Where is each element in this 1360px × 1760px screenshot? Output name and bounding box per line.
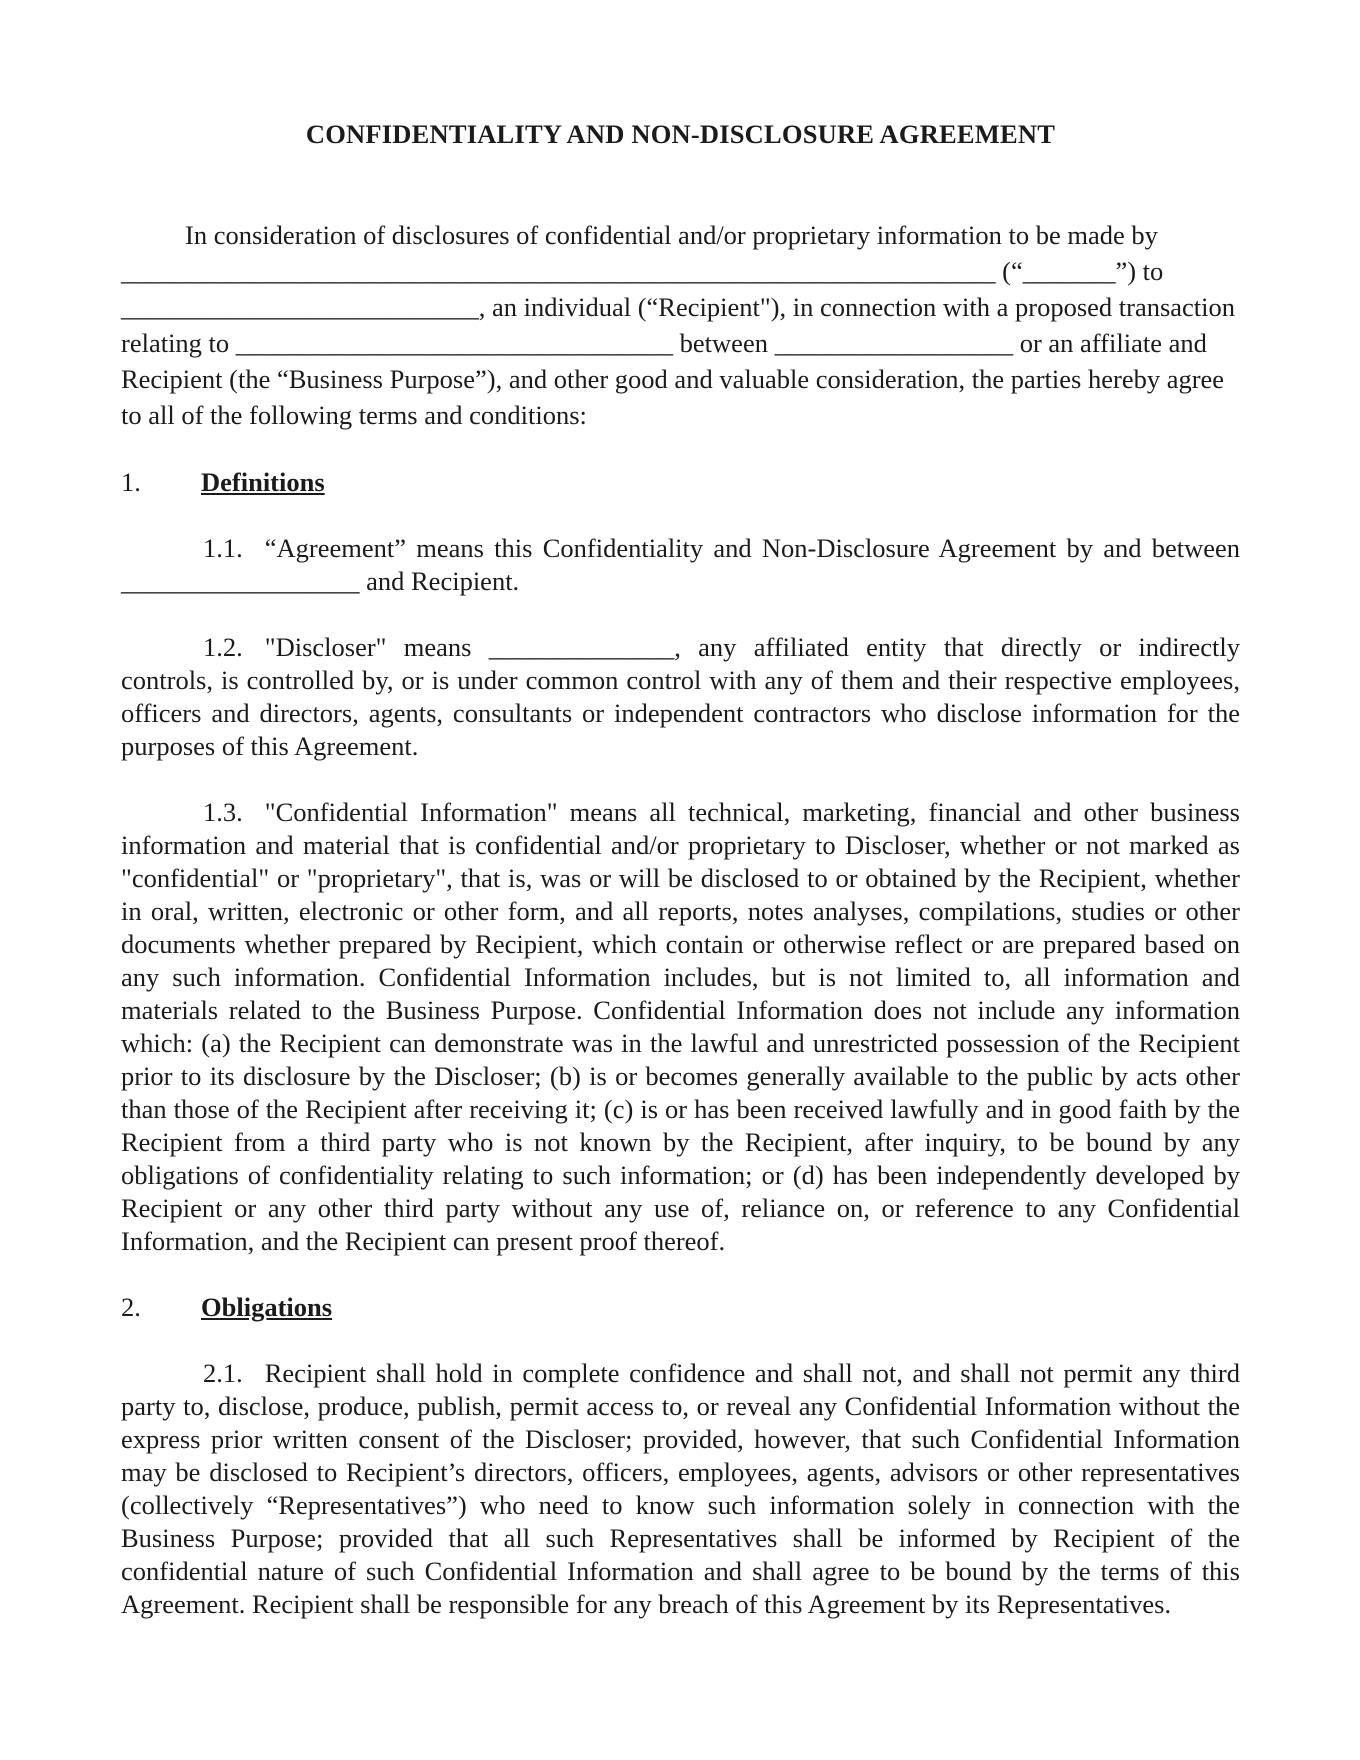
clause-1-3-text: "Confidential Information" means all technical, marketing, financial and other business information and material that is confidential and/or proprietary to Discloser, whether or not marked as "confidential" or "proprietary", that is, was or will be disclosed to or obtained by the Recipient, whether in oral, written, electronic or other form, and all reports, notes analyses, compilations, studies or other documents whether prepared by Recipient, which contain or otherwise reflect or are prepared based on any such information. Confidential Information includes, but is not limited to, all information and materials related to the Business Purpose. Confidential Information does not include any information which: (a) the Recipient can demonstrate was in the lawful and unrestricted possession of the Recipient prior to its disclosure by the Discloser; (b) is or becomes generally available to the public by acts other than those of the Recipient after receiving it; (c) is or has been received lawfully and in good faith by the Recipient from a third party who is not known by the Recipient, after inquiry, to be bound by any obligations of confidentiality relating to such information; or (d) has been independently developed by Recipient or any other third party without any use of, reliance on, or reference to any Confidential Information, and the Recipient can present proof thereof. xyxy=(121,797,1240,1256)
clause-1-3 xyxy=(121,796,1240,1258)
clause-1-2-text: "Discloser" means ______________, any affiliated entity that directly or indirectly controls, is controlled by, or is under common control with any of them and their respective employees, officers and directors, agents, consultants or independent contractors who disclose information for the purposes of this Agreement. xyxy=(121,632,1240,761)
intro-paragraph: In consideration of disclosures of confidential and/or proprietary information to be made by __________________________________________________________________ (“_______”) to ___________________________, an individual (“Recipient"), in connection with a proposed transaction relating to _________________________________ between __________________ or an affiliate and Recipient (the “Business Purpose”), and other good and valuable consideration, the parties hereby agree to all of the following terms and conditions: xyxy=(121,220,1236,430)
document-title: CONFIDENTIALITY AND NON-DISCLOSURE AGREEMENT xyxy=(305,119,1056,149)
clause-1-1-text: “Agreement” means this Confidentiality and Non-Disclosure Agreement by and between __________________ and Recipient. xyxy=(121,533,1240,596)
section-2-number: 2. xyxy=(121,1292,141,1322)
section-1-heading xyxy=(121,466,1240,499)
section-1-title: Definitions xyxy=(201,467,325,497)
clause-2-1-text: Recipient shall hold in complete confidence and shall not, and shall not permit any third party to, disclose, produce, publish, permit access to, or reveal any Confidential Information without the express prior written consent of the Discloser; provided, however, that such Confidential Information may be disclosed to Recipient’s directors, officers, employees, agents, advisors or other representatives (collectively “Representatives”) who need to know such information solely in connection with the Business Purpose; provided that all such Representatives shall be informed by Recipient of the confidential nature of such Confidential Information and shall agree to be bound by the terms of this Agreement. Recipient shall be responsible for any breach of this Agreement by its Representatives. xyxy=(121,1358,1240,1619)
clause-1-2 xyxy=(121,631,1240,763)
clause-1-1-number: 1.1. xyxy=(203,533,243,563)
section-1-number: 1. xyxy=(121,467,141,497)
section-2-heading xyxy=(121,1291,1240,1324)
clause-1-1 xyxy=(121,532,1240,598)
clause-1-2-number: 1.2. xyxy=(203,632,243,662)
clause-2-1 xyxy=(121,1357,1240,1621)
clause-2-1-number: 2.1. xyxy=(203,1358,243,1388)
clause-1-3-number: 1.3. xyxy=(203,797,243,827)
section-2-title: Obligations xyxy=(201,1292,333,1322)
